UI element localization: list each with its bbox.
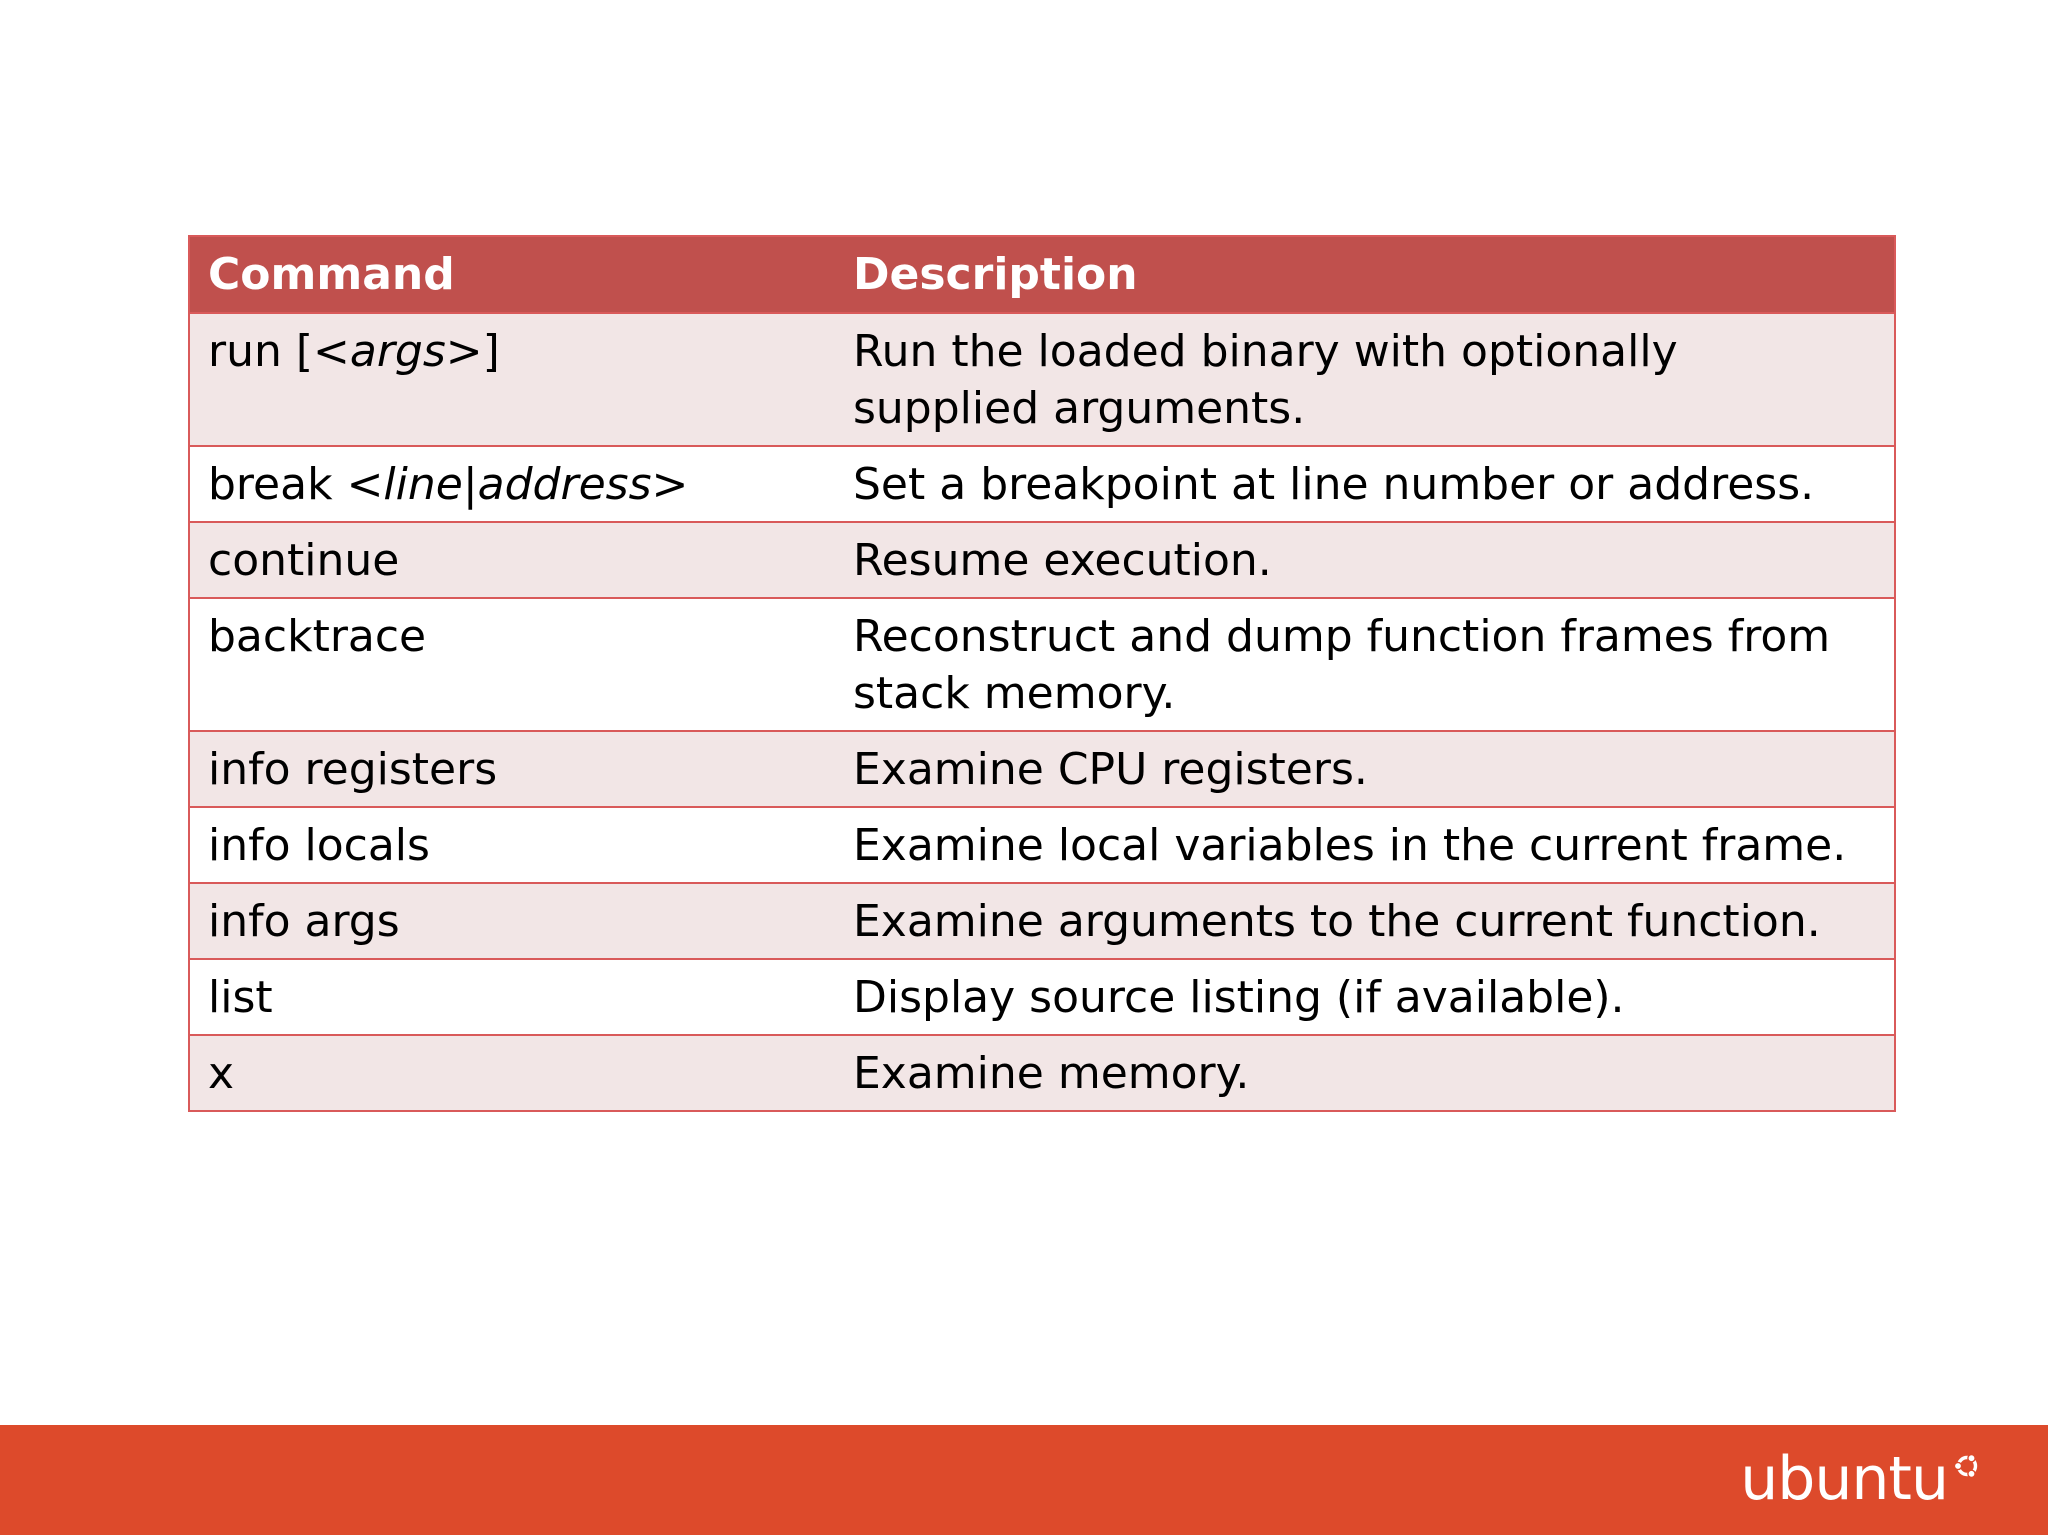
command-cell: info args <box>189 883 835 959</box>
command-cell: x <box>189 1035 835 1111</box>
command-cell: break <line|address> <box>189 446 835 522</box>
description-cell: Resume execution. <box>835 522 1895 598</box>
table-row <box>189 807 1895 883</box>
column-header-description: Description <box>835 236 1895 313</box>
description-cell: Display source listing (if available). <box>835 959 1895 1035</box>
description-cell: Set a breakpoint at line number or address. <box>835 446 1895 522</box>
command-cell: continue <box>189 522 835 598</box>
column-header-command: Command <box>189 236 835 313</box>
description-cell: Examine CPU registers. <box>835 731 1895 807</box>
description-cell: Run the loaded binary with optionally supplied arguments. <box>835 313 1895 446</box>
logo-wordmark: ubuntu <box>1740 1444 1948 1514</box>
table-header-row <box>189 236 1895 313</box>
table-row <box>189 883 1895 959</box>
ubuntu-logo <box>1740 1444 1982 1514</box>
footer-bar <box>0 1425 2048 1535</box>
circle-of-friends-icon <box>1952 1451 1982 1481</box>
command-cell: info locals <box>189 807 835 883</box>
command-argument: <args> <box>313 326 483 377</box>
description-cell: Examine local variables in the current frame. <box>835 807 1895 883</box>
command-cell: info registers <box>189 731 835 807</box>
table-row <box>189 313 1895 446</box>
command-cell: backtrace <box>189 598 835 731</box>
table-row <box>189 731 1895 807</box>
table-row <box>189 959 1895 1035</box>
table-row <box>189 1035 1895 1111</box>
table-row <box>189 522 1895 598</box>
table-row <box>189 446 1895 522</box>
command-cell: run [<args>] <box>189 313 835 446</box>
gdb-commands-table <box>188 235 1896 1112</box>
description-cell: Reconstruct and dump function frames from stack memory. <box>835 598 1895 731</box>
description-cell: Examine arguments to the current function. <box>835 883 1895 959</box>
table-row <box>189 598 1895 731</box>
command-argument: <line|address> <box>346 459 689 510</box>
command-cell: list <box>189 959 835 1035</box>
description-cell: Examine memory. <box>835 1035 1895 1111</box>
